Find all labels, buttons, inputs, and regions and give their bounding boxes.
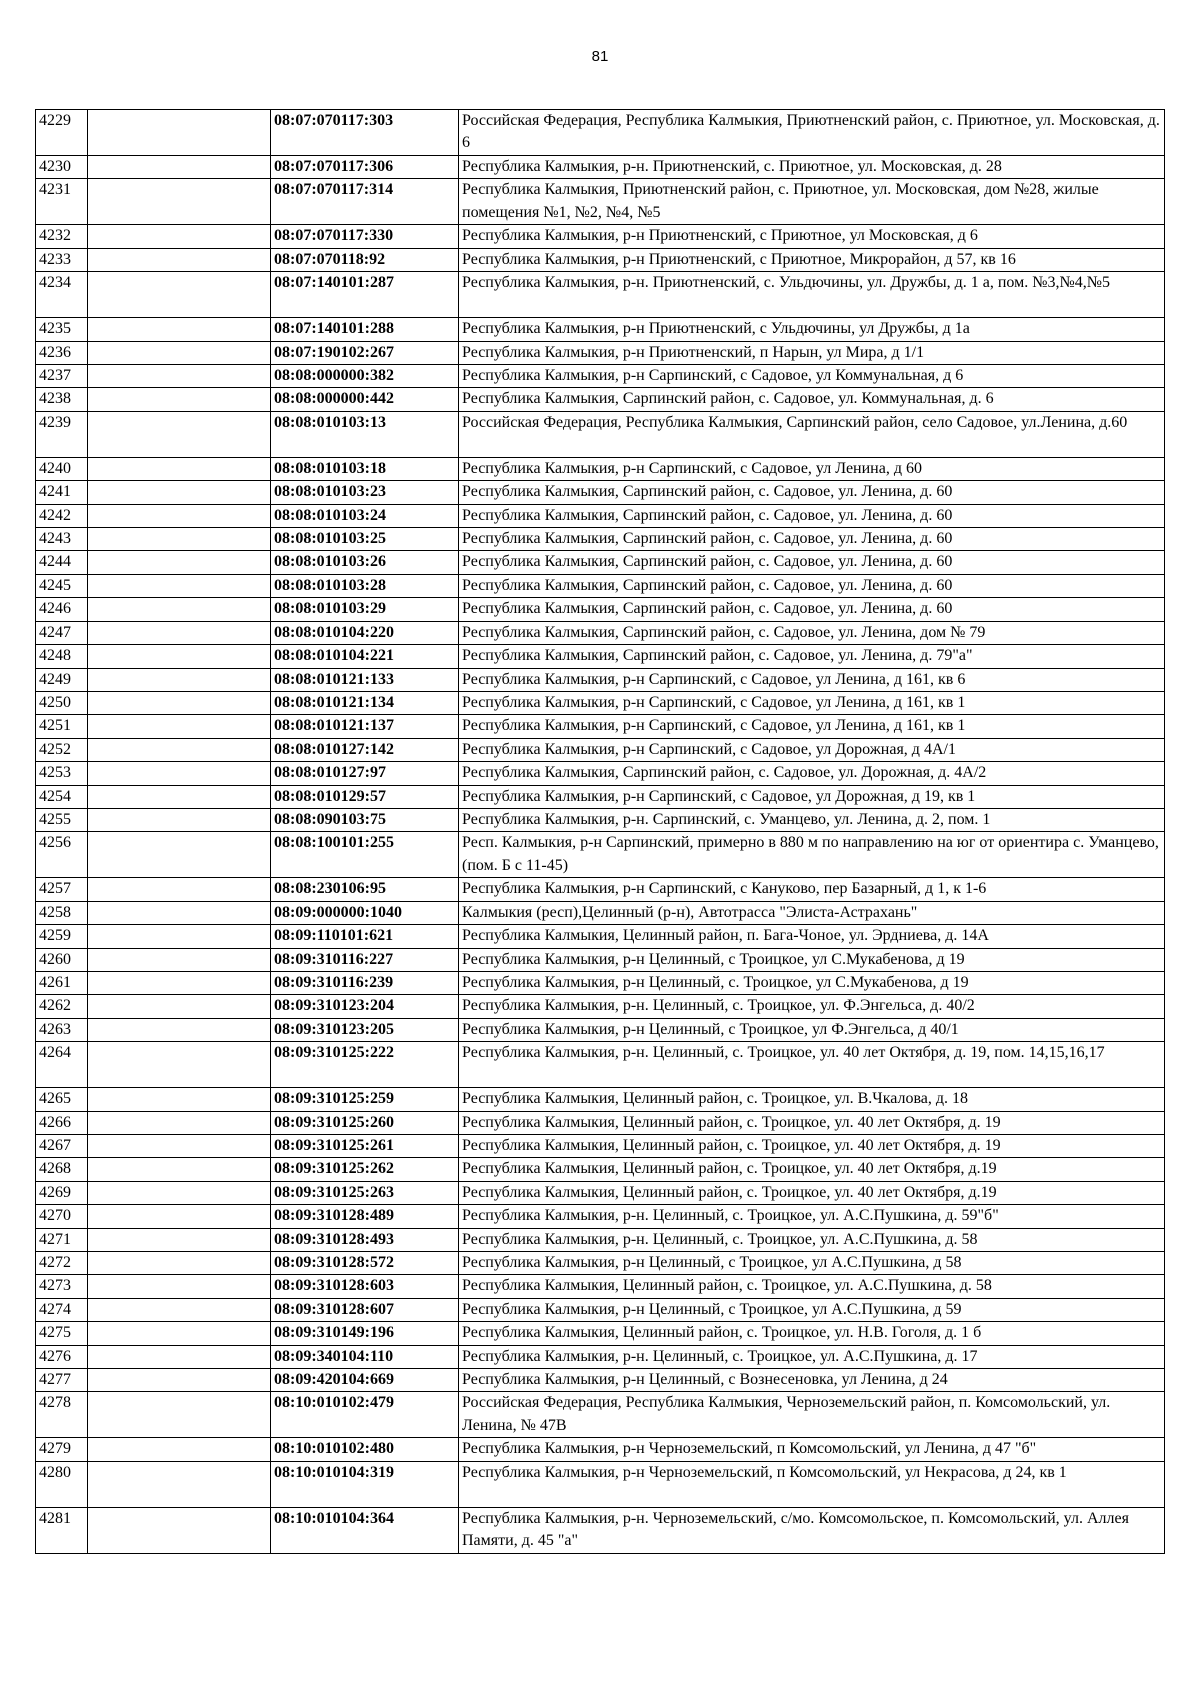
address-cell: Республика Калмыкия, Сарпинский район, с. Садовое, ул. Ленина, д. 60 (459, 574, 1165, 597)
empty-cell (88, 1018, 271, 1041)
row-number-cell: 4257 (36, 878, 88, 901)
table-row (36, 365, 1165, 388)
cadastral-number-cell: 08:08:000000:442 (271, 388, 459, 411)
address-cell: Республика Калмыкия, р-н Целинный, с. Троицкое, ул С.Мукабенова, д 19 (459, 971, 1165, 994)
cadastral-number-cell: 08:08:010103:29 (271, 598, 459, 621)
address-cell: Республика Калмыкия, р-н Сарпинский, с Садовое, ул Коммунальная, д 6 (459, 365, 1165, 388)
row-number-cell: 4235 (36, 318, 88, 341)
address-cell: Республика Калмыкия, р-н Сарпинский, с Садовое, ул Ленина, д 161, кв 6 (459, 668, 1165, 691)
cadastral-number-cell: 08:08:010104:221 (271, 645, 459, 668)
empty-cell (88, 668, 271, 691)
cadastral-number-cell: 08:09:000000:1040 (271, 901, 459, 924)
table-row (36, 598, 1165, 621)
row-number-cell: 4252 (36, 738, 88, 761)
row-number-cell: 4229 (36, 110, 88, 156)
address-cell: Республика Калмыкия, р-н. Целинный, с. Троицкое, ул. Ф.Энгельса, д. 40/2 (459, 995, 1165, 1018)
cadastral-table (35, 109, 1165, 1554)
cadastral-number-cell: 08:09:310149:196 (271, 1322, 459, 1345)
table-row (36, 1507, 1165, 1553)
table-body (36, 110, 1165, 1554)
empty-cell (88, 1322, 271, 1345)
address-cell: Республика Калмыкия, р-н Черноземельский, п Комсомольский, ул Ленина, д 47 "б" (459, 1438, 1165, 1461)
empty-cell (88, 1111, 271, 1134)
empty-cell (88, 156, 271, 179)
cadastral-number-cell: 08:09:310125:260 (271, 1111, 459, 1134)
table-row (36, 738, 1165, 761)
table-row (36, 762, 1165, 785)
empty-cell (88, 1042, 271, 1088)
cadastral-number-cell: 08:09:310128:603 (271, 1275, 459, 1298)
empty-cell (88, 598, 271, 621)
address-cell: Республика Калмыкия, Целинный район, с. Троицкое, ул. 40 лет Октября, д.19 (459, 1181, 1165, 1204)
cadastral-number-cell: 08:09:310116:239 (271, 971, 459, 994)
address-cell: Республика Калмыкия, р-н. Сарпинский, с. Уманцево, ул. Ленина, д. 2, пом. 1 (459, 808, 1165, 831)
empty-cell (88, 971, 271, 994)
cadastral-number-cell: 08:08:010129:57 (271, 785, 459, 808)
row-number-cell: 4278 (36, 1392, 88, 1438)
table-row (36, 1252, 1165, 1275)
table-row (36, 1135, 1165, 1158)
row-number-cell: 4232 (36, 225, 88, 248)
table-row (36, 341, 1165, 364)
table-row (36, 948, 1165, 971)
cadastral-number-cell: 08:08:000000:382 (271, 365, 459, 388)
row-number-cell: 4271 (36, 1228, 88, 1251)
row-number-cell: 4253 (36, 762, 88, 785)
table-row (36, 156, 1165, 179)
empty-cell (88, 574, 271, 597)
cadastral-number-cell: 08:09:310125:222 (271, 1042, 459, 1088)
table-row (36, 528, 1165, 551)
address-cell: Российская Федерация, Республика Калмыкия, Приютненский район, с. Приютное, ул. Московская, д. 6 (459, 110, 1165, 156)
row-number-cell: 4250 (36, 691, 88, 714)
row-number-cell: 4255 (36, 808, 88, 831)
address-cell: Республика Калмыкия, Целинный район, с. Троицкое, ул. В.Чкалова, д. 18 (459, 1088, 1165, 1111)
empty-cell (88, 411, 271, 457)
table-row (36, 1158, 1165, 1181)
address-cell: Республика Калмыкия, р-н. Целинный, с. Троицкое, ул. А.С.Пушкина, д. 17 (459, 1345, 1165, 1368)
address-cell: Республика Калмыкия, р-н Приютненский, п Нарын, ул Мира, д 1/1 (459, 341, 1165, 364)
empty-cell (88, 878, 271, 901)
row-number-cell: 4279 (36, 1438, 88, 1461)
address-cell: Республика Калмыкия, р-н Сарпинский, с Садовое, ул Ленина, д 60 (459, 457, 1165, 480)
address-cell: Республика Калмыкия, р-н Целинный, с Троицкое, ул А.С.Пушкина, д 58 (459, 1252, 1165, 1275)
address-cell: Республика Калмыкия, р-н. Целинный, с. Троицкое, ул. 40 лет Октября, д. 19, пом. 14,15,16,17 (459, 1042, 1165, 1088)
table-row (36, 1042, 1165, 1088)
address-cell: Республика Калмыкия, р-н. Целинный, с. Троицкое, ул. А.С.Пушкина, д. 59"б" (459, 1205, 1165, 1228)
row-number-cell: 4281 (36, 1507, 88, 1553)
empty-cell (88, 621, 271, 644)
cadastral-number-cell: 08:08:010127:142 (271, 738, 459, 761)
table-row (36, 1181, 1165, 1204)
empty-cell (88, 808, 271, 831)
address-cell: Калмыкия (респ),Целинный (р-н), Автотрасса "Элиста-Астрахань" (459, 901, 1165, 924)
address-cell: Республика Калмыкия, Целинный район, п. Бага-Чоное, ул. Эрдниева, д. 14А (459, 925, 1165, 948)
cadastral-number-cell: 08:09:310116:227 (271, 948, 459, 971)
cadastral-number-cell: 08:07:070117:303 (271, 110, 459, 156)
table-row (36, 621, 1165, 644)
row-number-cell: 4273 (36, 1275, 88, 1298)
row-number-cell: 4254 (36, 785, 88, 808)
address-cell: Республика Калмыкия, р-н Целинный, с Троицкое, ул С.Мукабенова, д 19 (459, 948, 1165, 971)
empty-cell (88, 388, 271, 411)
cadastral-number-cell: 08:10:010104:364 (271, 1507, 459, 1553)
table-row (36, 318, 1165, 341)
cadastral-number-cell: 08:09:310128:493 (271, 1228, 459, 1251)
empty-cell (88, 901, 271, 924)
address-cell: Республика Калмыкия, Сарпинский район, с. Садовое, ул. Дорожная, д. 4А/2 (459, 762, 1165, 785)
row-number-cell: 4264 (36, 1042, 88, 1088)
row-number-cell: 4244 (36, 551, 88, 574)
row-number-cell: 4274 (36, 1298, 88, 1321)
table-row (36, 1369, 1165, 1392)
cadastral-number-cell: 08:09:310123:205 (271, 1018, 459, 1041)
cadastral-number-cell: 08:08:010121:133 (271, 668, 459, 691)
table-row (36, 504, 1165, 527)
row-number-cell: 4237 (36, 365, 88, 388)
row-number-cell: 4230 (36, 156, 88, 179)
row-number-cell: 4243 (36, 528, 88, 551)
address-cell: Республика Калмыкия, р-н. Целинный, с. Троицкое, ул. А.С.Пушкина, д. 58 (459, 1228, 1165, 1251)
address-cell: Республика Калмыкия, Сарпинский район, с. Садовое, ул. Ленина, д. 60 (459, 598, 1165, 621)
cadastral-number-cell: 08:10:010102:480 (271, 1438, 459, 1461)
address-cell: Республика Калмыкия, Сарпинский район, с. Садовое, ул. Ленина, дом № 79 (459, 621, 1165, 644)
table-row (36, 179, 1165, 225)
empty-cell (88, 715, 271, 738)
empty-cell (88, 1438, 271, 1461)
empty-cell (88, 645, 271, 668)
row-number-cell: 4258 (36, 901, 88, 924)
cadastral-number-cell: 08:09:110101:621 (271, 925, 459, 948)
row-number-cell: 4260 (36, 948, 88, 971)
address-cell: Республика Калмыкия, р-н Сарпинский, с Садовое, ул Ленина, д 161, кв 1 (459, 691, 1165, 714)
cadastral-number-cell: 08:08:010104:220 (271, 621, 459, 644)
table-row (36, 1298, 1165, 1321)
row-number-cell: 4267 (36, 1135, 88, 1158)
address-cell: Республика Калмыкия, Целинный район, с. Троицкое, ул. Н.В. Гоголя, д. 1 б (459, 1322, 1165, 1345)
table-row (36, 272, 1165, 318)
table-row (36, 715, 1165, 738)
table-row (36, 901, 1165, 924)
empty-cell (88, 504, 271, 527)
address-cell: Республика Калмыкия, Сарпинский район, с. Садовое, ул. Ленина, д. 60 (459, 551, 1165, 574)
cadastral-number-cell: 08:08:100101:255 (271, 832, 459, 878)
empty-cell (88, 691, 271, 714)
table-row (36, 457, 1165, 480)
empty-cell (88, 1088, 271, 1111)
empty-cell (88, 1205, 271, 1228)
address-cell: Республика Калмыкия, р-н Сарпинский, с Садовое, ул Дорожная, д 19, кв 1 (459, 785, 1165, 808)
address-cell: Республика Калмыкия, Целинный район, с. Троицкое, ул. 40 лет Октября, д.19 (459, 1158, 1165, 1181)
address-cell: Республика Калмыкия, р-н Черноземельский, п Комсомольский, ул Некрасова, д 24, кв 1 (459, 1461, 1165, 1507)
cadastral-number-cell: 08:09:310125:261 (271, 1135, 459, 1158)
table-row (36, 1392, 1165, 1438)
cadastral-number-cell: 08:10:010104:319 (271, 1461, 459, 1507)
cadastral-number-cell: 08:09:310128:489 (271, 1205, 459, 1228)
address-cell: Республика Калмыкия, р-н. Черноземельский, с/мо. Комсомольское, п. Комсомольский, ул. Аллея Памяти, д. 45 "а" (459, 1507, 1165, 1553)
row-number-cell: 4266 (36, 1111, 88, 1134)
address-cell: Республика Калмыкия, р-н Целинный, с Троицкое, ул Ф.Энгельса, д 40/1 (459, 1018, 1165, 1041)
empty-cell (88, 1392, 271, 1438)
address-cell: Российская Федерация, Республика Калмыкия, Сарпинский район, село Садовое, ул.Ленина, д.60 (459, 411, 1165, 457)
row-number-cell: 4259 (36, 925, 88, 948)
empty-cell (88, 1275, 271, 1298)
row-number-cell: 4246 (36, 598, 88, 621)
cadastral-number-cell: 08:07:070117:306 (271, 156, 459, 179)
table-row (36, 411, 1165, 457)
address-cell: Республика Калмыкия, р-н. Приютненский, с. Ульдючины, ул. Дружбы, д. 1 а, пом. №3,№4,№5 (459, 272, 1165, 318)
empty-cell (88, 225, 271, 248)
empty-cell (88, 272, 271, 318)
row-number-cell: 4270 (36, 1205, 88, 1228)
cadastral-number-cell: 08:09:340104:110 (271, 1345, 459, 1368)
cadastral-number-cell: 08:09:310128:572 (271, 1252, 459, 1275)
table-row (36, 878, 1165, 901)
row-number-cell: 4251 (36, 715, 88, 738)
cadastral-number-cell: 08:08:010103:25 (271, 528, 459, 551)
empty-cell (88, 1228, 271, 1251)
row-number-cell: 4261 (36, 971, 88, 994)
address-cell: Республика Калмыкия, Сарпинский район, с. Садовое, ул. Ленина, д. 60 (459, 481, 1165, 504)
table-row (36, 1345, 1165, 1368)
table-row (36, 808, 1165, 831)
empty-cell (88, 762, 271, 785)
row-number-cell: 4277 (36, 1369, 88, 1392)
row-number-cell: 4269 (36, 1181, 88, 1204)
row-number-cell: 4236 (36, 341, 88, 364)
cadastral-number-cell: 08:07:190102:267 (271, 341, 459, 364)
empty-cell (88, 457, 271, 480)
cadastral-number-cell: 08:09:310125:262 (271, 1158, 459, 1181)
empty-cell (88, 1158, 271, 1181)
row-number-cell: 4268 (36, 1158, 88, 1181)
row-number-cell: 4280 (36, 1461, 88, 1507)
empty-cell (88, 1135, 271, 1158)
empty-cell (88, 832, 271, 878)
empty-cell (88, 1369, 271, 1392)
cadastral-number-cell: 08:09:310123:204 (271, 995, 459, 1018)
empty-cell (88, 341, 271, 364)
address-cell: Республика Калмыкия, р-н Сарпинский, с Садовое, ул Дорожная, д 4А/1 (459, 738, 1165, 761)
cadastral-number-cell: 08:09:310128:607 (271, 1298, 459, 1321)
row-number-cell: 4262 (36, 995, 88, 1018)
table-row (36, 1461, 1165, 1507)
row-number-cell: 4249 (36, 668, 88, 691)
cadastral-number-cell: 08:07:070117:314 (271, 179, 459, 225)
address-cell: Республика Калмыкия, Сарпинский район, с. Садовое, ул. Коммунальная, д. 6 (459, 388, 1165, 411)
cadastral-number-cell: 08:09:310125:259 (271, 1088, 459, 1111)
empty-cell (88, 481, 271, 504)
address-cell: Республика Калмыкия, Целинный район, с. Троицкое, ул. А.С.Пушкина, д. 58 (459, 1275, 1165, 1298)
address-cell: Республика Калмыкия, р-н. Приютненский, с. Приютное, ул. Московская, д. 28 (459, 156, 1165, 179)
empty-cell (88, 248, 271, 271)
cadastral-number-cell: 08:08:010103:26 (271, 551, 459, 574)
cadastral-number-cell: 08:09:310125:263 (271, 1181, 459, 1204)
row-number-cell: 4248 (36, 645, 88, 668)
row-number-cell: 4276 (36, 1345, 88, 1368)
cadastral-number-cell: 08:08:010121:137 (271, 715, 459, 738)
address-cell: Республика Калмыкия, Сарпинский район, с. Садовое, ул. Ленина, д. 60 (459, 528, 1165, 551)
cadastral-number-cell: 08:08:010121:134 (271, 691, 459, 714)
address-cell: Республика Калмыкия, Сарпинский район, с. Садовое, ул. Ленина, д. 60 (459, 504, 1165, 527)
empty-cell (88, 738, 271, 761)
table-row (36, 225, 1165, 248)
empty-cell (88, 925, 271, 948)
empty-cell (88, 110, 271, 156)
table-row (36, 668, 1165, 691)
table-row (36, 1438, 1165, 1461)
table-row (36, 995, 1165, 1018)
empty-cell (88, 1345, 271, 1368)
empty-cell (88, 995, 271, 1018)
empty-cell (88, 1181, 271, 1204)
row-number-cell: 4245 (36, 574, 88, 597)
cadastral-number-cell: 08:08:010103:18 (271, 457, 459, 480)
cadastral-number-cell: 08:07:140101:288 (271, 318, 459, 341)
cadastral-number-cell: 08:07:140101:287 (271, 272, 459, 318)
address-cell: Республика Калмыкия, р-н Целинный, с Вознесеновка, ул Ленина, д 24 (459, 1369, 1165, 1392)
cadastral-number-cell: 08:08:090103:75 (271, 808, 459, 831)
cadastral-number-cell: 08:08:010103:13 (271, 411, 459, 457)
table-row (36, 1088, 1165, 1111)
row-number-cell: 4265 (36, 1088, 88, 1111)
empty-cell (88, 948, 271, 971)
empty-cell (88, 179, 271, 225)
cadastral-number-cell: 08:09:420104:669 (271, 1369, 459, 1392)
address-cell: Республика Калмыкия, Целинный район, с. Троицкое, ул. 40 лет Октября, д. 19 (459, 1135, 1165, 1158)
empty-cell (88, 365, 271, 388)
cadastral-number-cell: 08:10:010102:479 (271, 1392, 459, 1438)
address-cell: Республика Калмыкия, р-н Целинный, с Троицкое, ул А.С.Пушкина, д 59 (459, 1298, 1165, 1321)
table-row (36, 110, 1165, 156)
address-cell: Республика Калмыкия, р-н Приютненский, с Ульдючины, ул Дружбы, д 1а (459, 318, 1165, 341)
table-row (36, 832, 1165, 878)
table-row (36, 574, 1165, 597)
row-number-cell: 4272 (36, 1252, 88, 1275)
table-row (36, 388, 1165, 411)
empty-cell (88, 1461, 271, 1507)
page-number: 81 (591, 48, 609, 65)
table-row (36, 645, 1165, 668)
address-cell: Республика Калмыкия, Сарпинский район, с. Садовое, ул. Ленина, д. 79"а" (459, 645, 1165, 668)
cadastral-number-cell: 08:07:070117:330 (271, 225, 459, 248)
cadastral-number-cell: 08:08:010127:97 (271, 762, 459, 785)
cadastral-number-cell: 08:08:010103:23 (271, 481, 459, 504)
cadastral-number-cell: 08:08:010103:24 (271, 504, 459, 527)
address-cell: Республика Калмыкия, Целинный район, с. Троицкое, ул. 40 лет Октября, д. 19 (459, 1111, 1165, 1134)
address-cell: Республика Калмыкия, Приютненский район, с. Приютное, ул. Московская, дом №28, жилые помещения №1, №2, №4, №5 (459, 179, 1165, 225)
row-number-cell: 4239 (36, 411, 88, 457)
empty-cell (88, 551, 271, 574)
row-number-cell: 4238 (36, 388, 88, 411)
address-cell: Российская Федерация, Республика Калмыкия, Черноземельский район, п. Комсомольский, ул. Ленина, № 47В (459, 1392, 1165, 1438)
table-row (36, 1111, 1165, 1134)
row-number-cell: 4256 (36, 832, 88, 878)
empty-cell (88, 318, 271, 341)
table-row (36, 551, 1165, 574)
address-cell: Республика Калмыкия, р-н Приютненский, с Приютное, Микрорайон, д 57, кв 16 (459, 248, 1165, 271)
row-number-cell: 4247 (36, 621, 88, 644)
empty-cell (88, 1252, 271, 1275)
table-row (36, 1205, 1165, 1228)
table-row (36, 248, 1165, 271)
table-row (36, 925, 1165, 948)
row-number-cell: 4240 (36, 457, 88, 480)
cadastral-number-cell: 08:08:010103:28 (271, 574, 459, 597)
table-row (36, 691, 1165, 714)
table-row (36, 481, 1165, 504)
row-number-cell: 4231 (36, 179, 88, 225)
empty-cell (88, 528, 271, 551)
row-number-cell: 4241 (36, 481, 88, 504)
table-row (36, 971, 1165, 994)
address-cell: Республика Калмыкия, р-н Приютненский, с Приютное, ул Московская, д 6 (459, 225, 1165, 248)
empty-cell (88, 785, 271, 808)
table-row (36, 1228, 1165, 1251)
address-cell: Респ. Калмыкия, р-н Сарпинский, примерно в 880 м по направлению на юг от ориентира с. Уманцево, (пом. Б с 11-45) (459, 832, 1165, 878)
address-cell: Республика Калмыкия, р-н Сарпинский, с Кануково, пер Базарный, д 1, к 1-6 (459, 878, 1165, 901)
address-cell: Республика Калмыкия, р-н Сарпинский, с Садовое, ул Ленина, д 161, кв 1 (459, 715, 1165, 738)
row-number-cell: 4242 (36, 504, 88, 527)
cadastral-number-cell: 08:08:230106:95 (271, 878, 459, 901)
row-number-cell: 4233 (36, 248, 88, 271)
row-number-cell: 4234 (36, 272, 88, 318)
row-number-cell: 4275 (36, 1322, 88, 1345)
table-row (36, 1322, 1165, 1345)
table-row (36, 785, 1165, 808)
table-row (36, 1018, 1165, 1041)
empty-cell (88, 1507, 271, 1553)
empty-cell (88, 1298, 271, 1321)
table-row (36, 1275, 1165, 1298)
cadastral-number-cell: 08:07:070118:92 (271, 248, 459, 271)
row-number-cell: 4263 (36, 1018, 88, 1041)
